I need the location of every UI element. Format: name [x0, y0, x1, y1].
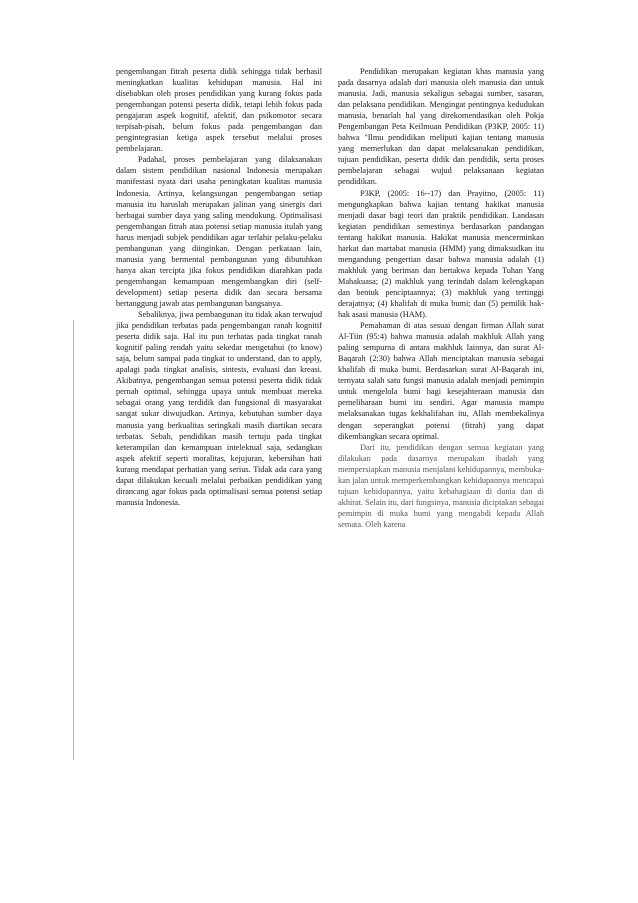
left-paragraph-3: Sebaliknya, jiwa pembangunan itu tidak akan terwujud jika pendidikan terbatas pada pengembangan ranah kognitif peserta didik saja. Hal itu pun terbatas pada tingkat ranah kognitif paling rendah yaitu sekedar mengetahui (to know) saja, belum sampai pada tingkat to understand, dan to apply, apalagi pada tingkat analisis, sintesis, evaluasi dan kreasi. Akibatnya, pengembangan semua potensi peserta didik tidak pernah optimal, sehingga upaya untuk membuat mereka sebagai orang yang terdidik dan fungsional di masyarakat sangat sukar diwujudkan. Artinya, kebutuhan sumber daya manusia yang berkualitas seringkali masih diartikan secara terbatas. Sebab, pendidikan masih tertuju pada tingkat keterampilan dan kemampuan intelektual saja, sedangkan aspek afektif seperti moralitas, kejujuran, kebersihan hati kurang mendapat perhatian yang serius. Tidak ada cara yang dapat dilakukan kecuali melalui perbaikan pendidikan yang dirancang agar fokus pada optimalisasi semua potensi setiap manusia Indonesia.	[116, 310, 322, 507]
left-paragraph-2: Padahal, proses pembelajaran yang dilaksanakan dalam sistem pendidikan nasional Indonesia merupakan manifestasi nyata dari usaha peningkatan kualitas manusia Indonesia. Artinya, kelangsungan pengembangan setiap manusia itu haruslah merupakan jalinan yang sinergis dari berbagai sumber daya yang saling mendukung. Optimalisasi pengembangan fitrah atau potensi setiap manusia itulah yang harus menjadi subjek pendidikan agar terlahir pelaku-pelaku pembangunan yang diinginkan. Dengan perkataan lain, manusia yang bermental pembangunan yang dibutuhkan hanya akan tercipta jika fokus pendidikan diarahkan pada pengembangan kemampuan mengembangkan diri (self-development) setiap peserta didik dan secara bersama bertanggung jawab atas pembangunan bangsanya.	[116, 155, 322, 308]
right-paragraph-1: Pendidikan merupakan kegiatan khas manusia yang pada dasarnya adalah dari manusia oleh manusia dan untuk manusia. Jadi, manusia sekaligus sebagai sumber, sasaran, dan pelaksana pendidikan. Mengingat pentingnya kedudukan manusia, benarlah hal yang direkomendasikan oleh Pokja Pengembangan Peta Keilmuan Pendidikan (P3KP, 2005: 11) bahwa "Ilmu pendidikan meliputi kajian tentang manusia yang memerlukan dan dapat melaksanakan pendidikan, tujuan pendidikan, peserta didik dan pendidik, serta proses pembelajaran sebagai wujud pelaksanaan kegiatan pendidikan.	[338, 67, 544, 187]
scan-margin-line	[73, 320, 74, 760]
right-column	[338, 66, 544, 530]
left-paragraph-1: pengembangan fitrah peserta didik sehingga tidak berhasil meningkatkan kualitas kehidupan manusia. Hal ini disebabkan oleh proses pendidikan yang kurang fokus pada pengembangan potensi peserta didik, tetapi lebih fokus pada pengajaran aspek kognitif, afektif, dan psikomotor secara terpisah-pisah, belum fokus pada pengembangan dan pengintegrasian ketiga aspek tersebut melalui proses pembelajaran.	[116, 67, 322, 154]
left-column	[116, 66, 322, 508]
right-paragraph-4: Dari itu, pendidikan dengan semua kegiatan yang dilakukan pada dasarnya merupakan ibadah yang mempersiapkan manusia menjalani kehidupannya, membuka-kan jalan untuk memperkembangkan kehidupannya mencapai tujuan kehidupannya, yaitu kebahagiaan di dunia dan di akhirat. Selain itu, dari fungsinya, manusia diciptakan sebagai pemimpin di muka bumi yang mengabdi kepada Allah semata. Oleh karena	[338, 442, 544, 529]
right-paragraph-2: P3KP, (2005: 16--17) dan Prayitno, (2005: 11) mengungkapkan bahwa kajian tentang hakikat manusia menjadi dasar bagi teori dan praktik pendidikan. Landasan kegiatan pendidikan semestinya berdasarkan pandangan tentang hakikat manusia. Hakikat manusia mencerminkan harkat dan martabat manusia (HMM) yang dimaksudkan itu mengandung pengertian dasar bahwa manusia adalah (1) makhluk yang beriman dan bertakwa kepada Tuhan Yang Mahakuasa; (2) makhluk yang terindah dalam kelengkapan dan bentuk penciptaannya; (3) makhluk yang tertinggi derajatnya; (4) khalifah di muka bumi; dan (5) pemilik hak-hak asasi manusia (HAM).	[338, 188, 544, 320]
right-paragraph-3: Pemahaman di atas sesuai dengan firman Allah surat Al-Tiin (95:4) bahwa manusia adalah makhluk Allah yang paling sempurna di antara makhluk lainnya, dan surat Al-Baqarah (2:30) bahwa Allah menciptakan manusia sebagai khalifah di muka bumi. Berdasarkan surat Al-Baqarah ini, ternyata salah satu fungsi manusia adalah menjadi pemimpin untuk mengelola bumi bagi kesejahteraan manusia dan pemeliharaan bumi itu sendiri. Agar manusia mampu melaksanakan tugas kekhalifahan itu, Allah membekalinya dengan seperangkat potensi (fitrah) yang dapat dikembangkan secara optimal.	[338, 321, 544, 441]
